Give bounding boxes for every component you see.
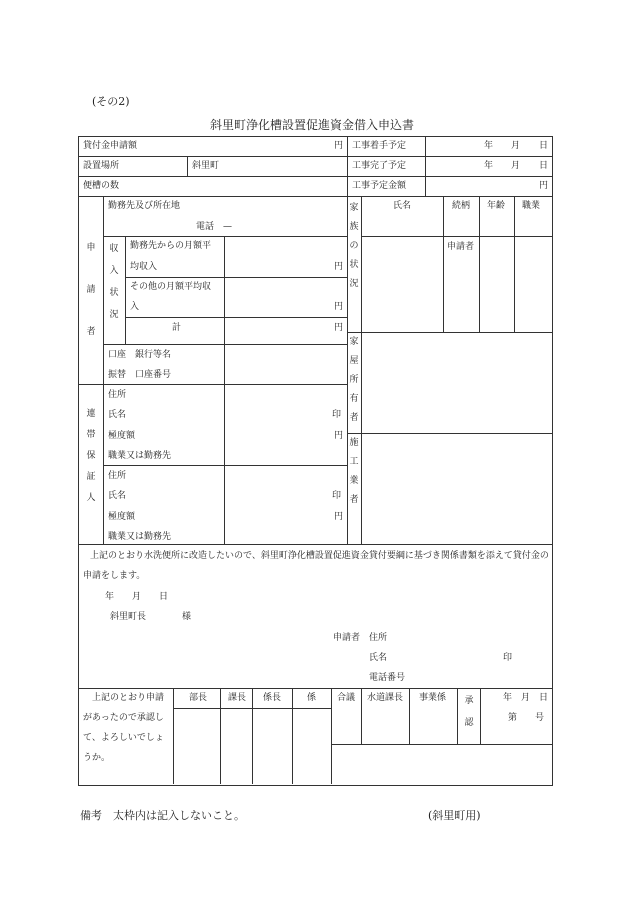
applicant-address-label: 申請者 住所 xyxy=(333,633,388,643)
other-income-unit: 円 xyxy=(334,302,344,312)
end-day: 日 xyxy=(539,161,549,171)
applicant-label: 申 請 者 xyxy=(86,243,96,337)
construction-cost-label: 工事予定金額 xyxy=(352,181,407,191)
guarantor2-name: 氏名 xyxy=(108,491,127,501)
family-header-relation: 続柄 xyxy=(452,201,471,211)
monthly-income-label-1: 勤務先からの月額平 xyxy=(130,241,212,251)
guarantor1-address: 住所 xyxy=(108,390,127,400)
guarantor1-limit-unit: 円 xyxy=(334,431,344,441)
workplace-label: 勤務先及び所在地 xyxy=(108,201,181,211)
applicant-seal: 印 xyxy=(503,653,513,663)
approval-text-4: うか。 xyxy=(83,753,111,763)
approval-number: 第 号 xyxy=(508,713,545,723)
col-section-chief: 課長 xyxy=(228,693,247,703)
contractor-label: 施 工 業 者 xyxy=(349,438,359,505)
total-unit: 円 xyxy=(334,323,344,333)
guarantor2-address: 住所 xyxy=(108,471,127,481)
guarantor2-limit: 極度額 xyxy=(108,512,136,522)
family-applicant-row: 申請者 xyxy=(447,242,475,252)
guarantor1-job: 職業又は勤務先 xyxy=(108,451,172,461)
form-title: 斜里町浄化槽設置促進資金借入申込書 xyxy=(210,118,415,132)
phone-label: 電話 — xyxy=(196,222,233,232)
family-header-age: 年齢 xyxy=(487,201,506,211)
guarantor1-name: 氏名 xyxy=(108,410,127,420)
addressee: 斜里町長 様 xyxy=(110,612,192,622)
construction-end-label: 工事完了予定 xyxy=(352,161,407,171)
approval-text-3: て、よろしいでしょ xyxy=(83,733,164,743)
col-business-staff: 事業係 xyxy=(419,693,447,703)
approval-date: 年 月 日 xyxy=(503,693,549,703)
approval-text-1: 上記のとおり申請 xyxy=(92,693,165,703)
total-label: 計 xyxy=(172,323,182,333)
declaration-line-1: 上記のとおり水洗便所に改造したいので、斜里町浄化槽設置促進資金貸付要綱に基づき関係書類を添えて貸付金の xyxy=(90,551,549,561)
construction-cost-unit: 円 xyxy=(539,181,549,191)
applicant-phone-label: 電話番号 xyxy=(369,673,406,683)
guarantor2-job: 職業又は勤務先 xyxy=(108,532,172,542)
col-sub-chief: 係長 xyxy=(263,693,282,703)
declaration-date: 年 月 日 xyxy=(105,592,169,602)
approval-text-2: があったので承認し xyxy=(83,713,164,723)
end-year: 年 xyxy=(484,161,494,171)
applicant-name-label: 氏名 xyxy=(369,653,388,663)
col-consultation: 合議 xyxy=(337,693,356,703)
col-director: 部長 xyxy=(189,693,208,703)
guarantor-label: 連 帯 保 証 人 xyxy=(86,409,96,503)
other-income-label-2: 入 xyxy=(130,302,140,312)
owner-label: 家 屋 所 有 者 xyxy=(349,337,359,423)
monthly-income-label-2: 均収入 xyxy=(130,262,158,272)
approval-label: 承 認 xyxy=(464,696,474,728)
construction-start-label: 工事着手予定 xyxy=(352,141,407,151)
loan-amount-unit: 円 xyxy=(334,141,344,151)
monthly-income-unit: 円 xyxy=(334,262,344,272)
footer-note: 備考 太枠内は記入しないこと。 xyxy=(80,809,245,822)
family-header-name: 氏名 xyxy=(393,201,412,211)
start-day: 日 xyxy=(539,141,549,151)
install-place-value: 斜里町 xyxy=(192,161,220,171)
col-staff: 係 xyxy=(307,693,317,703)
col-water-chief: 水道課長 xyxy=(367,693,404,703)
end-month: 月 xyxy=(511,161,521,171)
other-income-label-1: その他の月額平均収 xyxy=(130,282,212,292)
income-status-label: 収 入 状 況 xyxy=(109,244,119,320)
guarantor1-seal: 印 xyxy=(332,410,342,420)
account-label-1: 口座 銀行等名 xyxy=(108,350,172,360)
toilet-count-label: 便槽の数 xyxy=(83,181,120,191)
guarantor1-limit: 極度額 xyxy=(108,431,136,441)
guarantor2-seal: 印 xyxy=(332,491,342,501)
family-label: 家 族 の 状 況 xyxy=(349,203,359,289)
account-label-2: 振替 口座番号 xyxy=(108,370,172,380)
loan-amount-label: 貸付金申請額 xyxy=(83,141,138,151)
start-month: 月 xyxy=(511,141,521,151)
install-place-label: 設置場所 xyxy=(83,161,120,171)
family-header-job: 職業 xyxy=(522,201,541,211)
start-year: 年 xyxy=(484,141,494,151)
declaration-line-2: 申請をします。 xyxy=(83,571,146,581)
guarantor2-limit-unit: 円 xyxy=(334,512,344,522)
footer-use: (斜里町用) xyxy=(428,809,481,822)
page-subtitle: (その2) xyxy=(92,95,130,108)
